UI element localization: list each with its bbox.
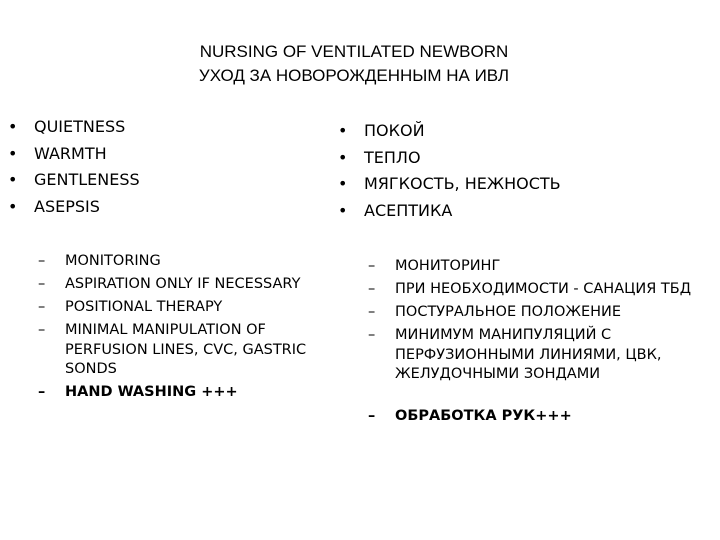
- dash-icon: –: [368, 407, 376, 424]
- left-bullet-list: [8, 114, 338, 220]
- bullet-text: GENTLENESS: [34, 170, 140, 189]
- dash-icon: –: [38, 299, 46, 315]
- dash-icon: –: [368, 281, 376, 297]
- sub-item: [38, 275, 338, 295]
- sub-item: [368, 257, 718, 277]
- bullet-icon: •: [8, 196, 18, 216]
- sub-item-text: MINIMAL MANIPULATION OF PERFUSION LINES, CVC, GASTRIC SONDS: [65, 322, 307, 377]
- bullet-text: WARMTH: [34, 143, 107, 163]
- sub-item-highlight: [368, 407, 718, 427]
- bullet-item: [8, 194, 338, 221]
- sub-item: [38, 321, 338, 380]
- sub-item-text: МОНИТОРИНГ: [395, 258, 501, 274]
- dash-icon: –: [38, 276, 46, 292]
- title-english: NURSING OF VENTILATED NEWBORN: [199, 42, 509, 61]
- bullet-text: АСЕПТИКА: [364, 200, 453, 220]
- bullet-icon: •: [338, 147, 348, 167]
- dash-icon: –: [38, 253, 46, 269]
- title-russian: УХОД ЗА НОВОРОЖДЕННЫМ НА ИВЛ: [198, 66, 510, 85]
- left-column: [8, 114, 338, 406]
- bullet-item: [8, 141, 338, 168]
- slide-title: [0, 40, 708, 88]
- sub-item: [368, 280, 718, 300]
- bullet-item: [8, 167, 338, 194]
- dash-icon: –: [368, 258, 376, 274]
- sub-item-text: ОБРАБОТКА РУК+++: [395, 407, 572, 424]
- dash-icon: –: [368, 327, 376, 343]
- bullet-text: ASEPSIS: [34, 196, 100, 216]
- left-sub-list: [8, 252, 338, 403]
- bullet-icon: •: [338, 200, 348, 220]
- bullet-text: ПОКОЙ: [364, 121, 425, 140]
- sub-item-text: POSITIONAL THERAPY: [65, 299, 223, 315]
- bullet-item: [338, 145, 718, 172]
- sub-item-highlight: [38, 383, 338, 403]
- sub-item-text: HAND WASHING +++: [65, 384, 238, 400]
- bullet-icon: •: [8, 170, 18, 189]
- sub-item-text: МИНИМУМ МАНИПУЛЯЦИЙ С ПЕРФУЗИОННЫМИ ЛИНИЯМИ, ЦВК, ЖЕЛУДОЧНЫМИ ЗОНДАМИ: [395, 327, 662, 382]
- right-bullet-list: [338, 118, 718, 224]
- sub-item-text: ПРИ НЕОБХОДИМОСТИ - САНАЦИЯ ТБД: [395, 281, 692, 297]
- dash-icon: –: [368, 304, 376, 320]
- sub-item: [368, 326, 718, 385]
- sub-item-text: ASPIRATION ONLY IF NECESSARY: [65, 276, 301, 292]
- dash-icon: –: [38, 322, 46, 338]
- sub-item: [368, 303, 718, 323]
- sub-item-text: ПОСТУРАЛЬНОЕ ПОЛОЖЕНИЕ: [395, 304, 622, 320]
- sub-item-text: MONITORING: [65, 253, 161, 269]
- right-sub-list: [338, 257, 718, 426]
- bullet-icon: •: [338, 174, 348, 193]
- bullet-item: [338, 198, 718, 225]
- bullet-text: ТЕПЛО: [364, 147, 421, 167]
- bullet-icon: •: [8, 143, 18, 163]
- bullet-icon: •: [8, 117, 18, 136]
- bullet-item: [338, 118, 718, 145]
- bullet-icon: •: [338, 121, 348, 140]
- bullet-item: [338, 171, 718, 198]
- sub-item: [38, 252, 338, 272]
- bullet-text: QUIETNESS: [34, 117, 126, 136]
- right-column: [338, 118, 718, 430]
- bullet-item: [8, 114, 338, 141]
- dash-icon: –: [38, 384, 46, 400]
- bullet-text: МЯГКОСТЬ, НЕЖНОСТЬ: [364, 174, 561, 193]
- sub-item: [38, 298, 338, 318]
